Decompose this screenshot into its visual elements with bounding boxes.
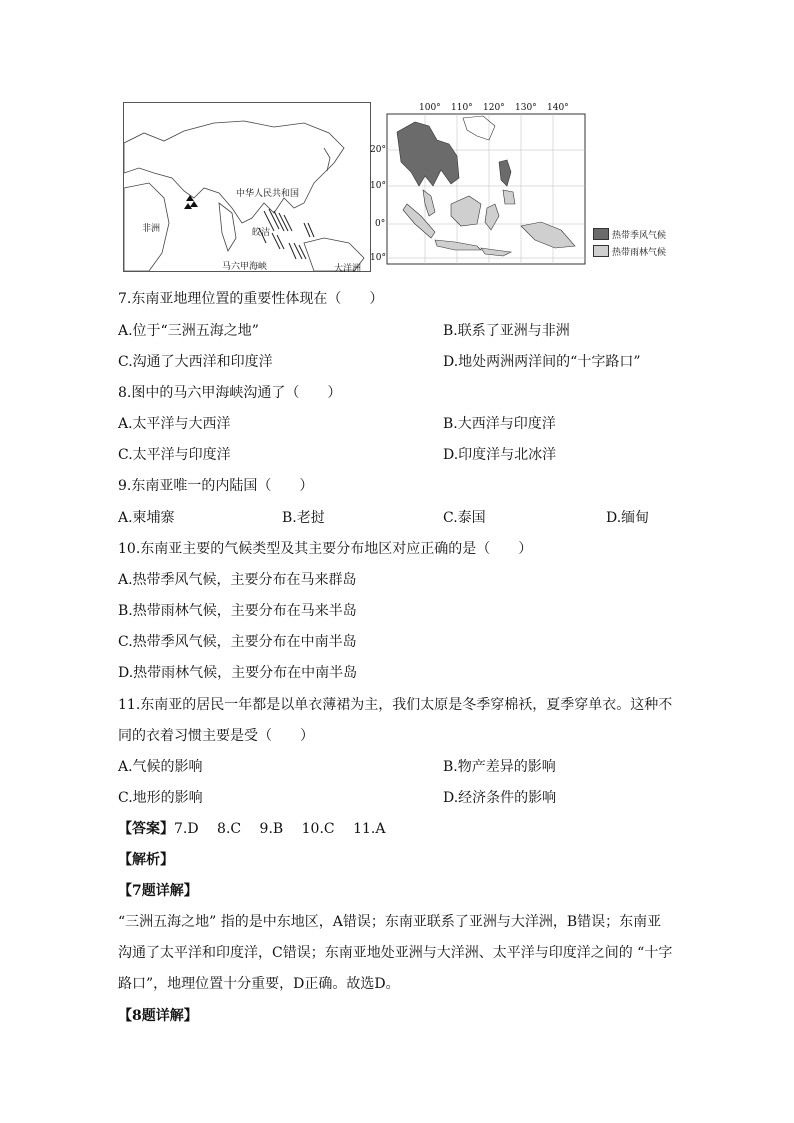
analysis-heading: 【解析】 [118,852,174,868]
label-malacca: 马六甲海峡 [222,262,268,272]
question-10-option-a: A.热带季风气候，主要分布在马来群岛 [118,572,357,588]
question-7-option-c: C.沟通了大西洋和印度洋 [118,354,273,370]
lon-tick: 130° [515,103,537,113]
question-10-option-c: C.热带季风气候，主要分布在中南半岛 [118,634,357,650]
question-11-option-b: B.物产差异的影响 [443,759,556,775]
question-11-option-a: A.气候的影响 [118,759,203,775]
question-9-stem: 9.东南亚唯一的内陆国（ ） [118,478,314,494]
legend-swatch-monsoon [593,228,609,240]
legend-label-rainforest: 热带雨林气候 [612,248,667,258]
question-9-option-c: C.泰国 [443,510,486,526]
lat-tick: 0° [375,219,386,229]
lat-tick: 10° [370,181,386,191]
question-8-option-c: C.太平洋与印度洋 [118,447,231,463]
q7-explanation-line2: 沟通了太平洋和印度洋，C错误；东南亚地处亚洲与大洋洲、太平洋与印度洋之间的 “十字 [118,945,673,961]
lon-tick: 140° [547,103,569,113]
answer-values: 7.D 8.C 9.B 10.C 11.A [174,821,386,837]
map-figure [123,100,667,274]
answer-line [118,820,385,838]
lon-tick: 100° [419,103,441,113]
question-7-stem: 7.东南亚地理位置的重要性体现在（ ） [118,291,384,307]
question-9-option-a: A.柬埔寨 [118,510,175,526]
asia-location-map [123,102,371,272]
question-10-option-b: B.热带雨林气候，主要分布在马来半岛 [118,603,357,619]
question-9-option-d: D.缅甸 [606,510,650,526]
question-11-stem-line1: 11.东南亚的居民一年都是以单衣薄裙为主，我们太原是冬季穿棉袄，夏季穿单衣。这种不 [118,697,673,713]
answer-label: 【答案】 [118,821,174,837]
question-8-option-a: A.太平洋与大西洋 [118,416,231,432]
question-8-option-d: D.印度洋与北冰洋 [443,447,557,463]
label-africa: 非洲 [142,224,161,234]
lon-tick: 110° [451,103,473,113]
label-oceania: 大洋洲 [334,264,362,274]
question-8-option-b: B.大西洋与印度洋 [443,416,556,432]
question-9-option-b: B.老挝 [282,510,325,526]
lon-tick: 120° [483,103,505,113]
q7-explanation-line3: 路口”，地理位置十分重要，D正确。故选D。 [118,976,400,992]
label-india: 皎洁 [252,228,271,238]
question-10-option-d: D.热带雨林气候，主要分布在中南半岛 [118,665,358,681]
question-7-option-b: B.联系了亚洲与非洲 [443,323,570,339]
q8-explanation-heading: 【8题详解】 [118,1008,198,1024]
question-11-option-c: C.地形的影响 [118,790,203,806]
q7-explanation-line1: “三洲五海之地” 指的是中东地区，A错误；东南亚联系了亚洲与大洋洲，B错误；东南亚 [118,914,662,930]
climate-map [370,100,588,270]
question-11-option-d: D.经济条件的影响 [443,790,557,806]
question-7-option-a: A.位于“三洲五海之地” [118,323,259,339]
legend-swatch-rainforest [593,245,609,257]
lat-tick: 10° [370,253,386,263]
climate-map-drawing [385,100,588,270]
legend-label-monsoon: 热带季风气候 [612,231,667,241]
question-10-stem: 10.东南亚主要的气候类型及其主要分布地区对应正确的是（ ） [118,541,533,557]
question-7-option-d: D.地处两洲两洋间的“十字路口” [443,354,641,370]
question-8-stem: 8.图中的马六甲海峡沟通了（ ） [118,385,342,401]
question-11-stem-line2: 同的衣着习惯主要是受（ ） [118,728,314,744]
lat-tick: 20° [370,145,386,155]
q7-explanation-heading: 【7题详解】 [118,883,198,899]
label-china: 中华人民共和国 [236,189,300,199]
